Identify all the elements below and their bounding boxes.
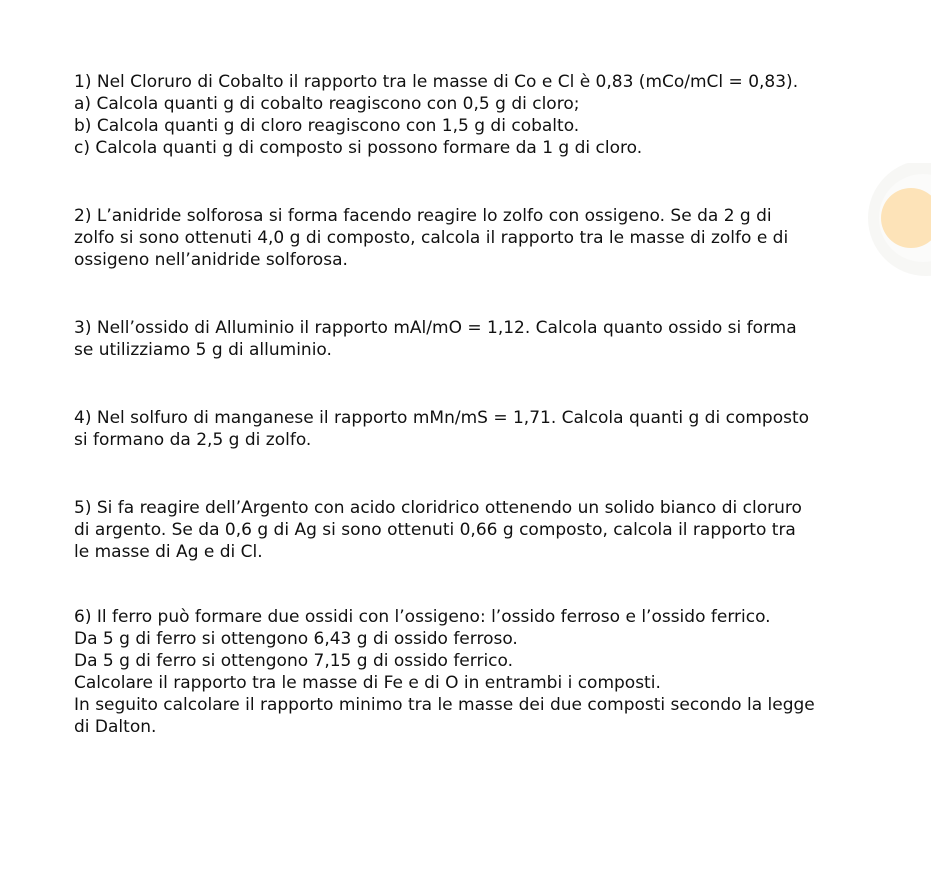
problem-4	[74, 407, 894, 451]
problem-6-line: In seguito calcolare il rapporto minimo tra le masse dei due composti secondo la legge	[74, 695, 815, 715]
problem-5	[74, 497, 894, 563]
problem-6-line: Calcolare il rapporto tra le masse di Fe e di O in entrambi i composti.	[74, 673, 661, 693]
problem-5-line: 5) Si fa reagire dell’Argento con acido cloridrico ottenendo un solido bianco di cloruro	[74, 498, 802, 518]
problem-5-line: di argento. Se da 0,6 g di Ag si sono ottenuti 0,66 g composto, calcola il rapporto tra	[74, 520, 796, 540]
problem-1	[74, 71, 894, 159]
problem-2-line: 2) L’anidride solforosa si forma facendo reagire lo zolfo con ossigeno. Se da 2 g di	[74, 206, 772, 226]
problem-1-line: 1) Nel Cloruro di Cobalto il rapporto tra le masse di Co e Cl è 0,83 (mCo/mCl = 0,83).	[74, 72, 799, 92]
problem-2-line: zolfo si sono ottenuti 4,0 g di composto, calcola il rapporto tra le masse di zolfo e di	[74, 228, 789, 248]
decorative-circle-icon	[851, 163, 931, 283]
problem-6	[74, 606, 894, 738]
problem-2-line: ossigeno nell’anidride solforosa.	[74, 250, 348, 270]
problem-1-question-c: c) Calcola quanti g di composto si possono formare da 1 g di cloro.	[74, 138, 643, 158]
problem-6-line: 6) Il ferro può formare due ossidi con l’ossigeno: l’ossido ferroso e l’ossido ferrico.	[74, 607, 771, 627]
problem-6-line: Da 5 g di ferro si ottengono 6,43 g di ossido ferroso.	[74, 629, 518, 649]
problem-6-line: di Dalton.	[74, 717, 157, 737]
problem-4-line: 4) Nel solfuro di manganese il rapporto mMn/mS = 1,71. Calcola quanti g di composto	[74, 408, 810, 428]
problem-6-line: Da 5 g di ferro si ottengono 7,15 g di ossido ferrico.	[74, 651, 514, 671]
problem-3-line: se utilizziamo 5 g di alluminio.	[74, 340, 332, 360]
problem-2	[74, 205, 894, 271]
problem-5-line: le masse di Ag e di Cl.	[74, 542, 263, 562]
problem-4-line: si formano da 2,5 g di zolfo.	[74, 430, 312, 450]
problem-3-line: 3) Nell’ossido di Alluminio il rapporto mAl/mO = 1,12. Calcola quanto ossido si forma	[74, 318, 797, 338]
problem-1-question-b: b) Calcola quanti g di cloro reagiscono con 1,5 g di cobalto.	[74, 116, 580, 136]
problem-3	[74, 317, 894, 361]
problem-1-question-a: a) Calcola quanti g di cobalto reagiscono con 0,5 g di cloro;	[74, 94, 580, 114]
